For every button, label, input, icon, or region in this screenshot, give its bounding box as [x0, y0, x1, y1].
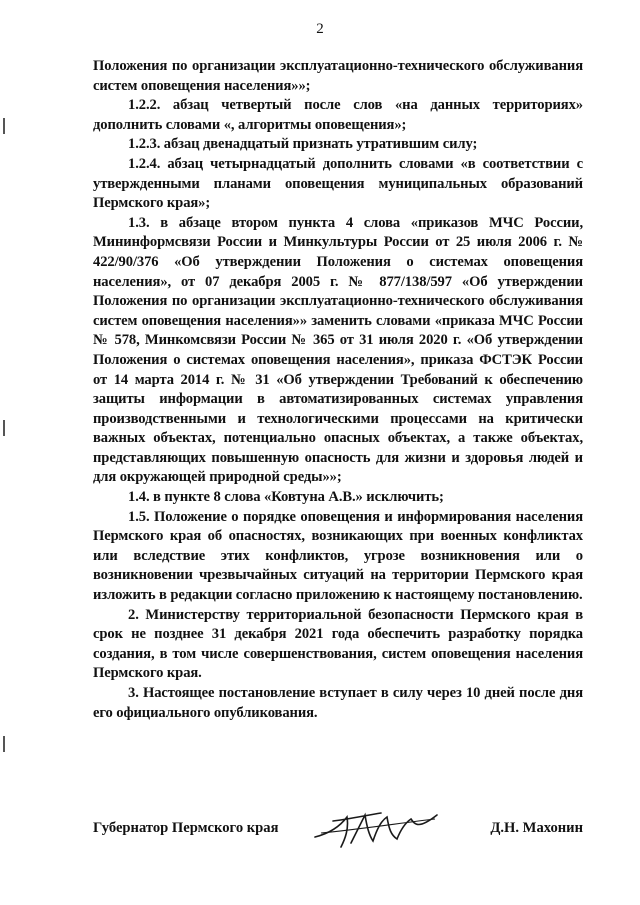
- signer-name: Д.Н. Махонин: [490, 820, 583, 836]
- paragraph-1-5: 1.5. Положение о порядке оповещения и информирования населения Пермского края об опасностях, возникающих при военных конфликтах или вследствие этих конфликтов, угрозе возникновения или о возникновении чрезвычайных ситуаций на территории Пермского края изложить в редакции согласно приложению к настоящему постановлению.: [93, 508, 583, 604]
- signature-block: [93, 813, 583, 853]
- paragraph-1-3: 1.3. в абзаце втором пункта 4 слова «приказов МЧС России, Мининформсвязи России и Минкультуры России от 25 июля 2006 г. № 422/90/376 «Об утверждении Положения о системах оповещения населения», от 07 декабря 2005 г. № 877/138/597 «Об утверждении Положения по организации эксплуатационно-технического обслуживания систем оповещения населения»» заменить словами «приказа МЧС России № 578, Минкомсвязи России № 365 от 31 июля 2020 г. «Об утверждении Положения о системах оповещения населения», приказа ФСТЭК России от 14 марта 2014 г. № 31 «Об утверждении Требований к обеспечению защиты информации в автоматизированных системах управления производственными и технологическими процессами на критически важных объектах, потенциально опасных объектах, а также объектах, представляющих повышенную опасность для жизни и здоровья людей и для окружающей природной среды»»;: [93, 214, 583, 486]
- handwritten-signature: [311, 803, 441, 851]
- paragraph-1-2-3: 1.2.3. абзац двенадцатый признать утратившим силу;: [128, 136, 478, 153]
- paragraph-1-2-4: 1.2.4. абзац четырнадцатый дополнить словами «в соответствии с утвержденными планами оповещения муниципальных образований Пермского края»;: [93, 155, 583, 212]
- paragraph-1-2-2: 1.2.2. абзац четвертый после слов «на данных территориях» дополнить словами «, алгоритмы оповещения»;: [93, 97, 583, 133]
- paragraph-2: 2. Министерству территориальной безопасности Пермского края в срок не позднее 31 декабря 2021 года обеспечить разработку порядка создания, в том числе совершенствования, систем оповещения населения Пермского края.: [93, 606, 583, 682]
- document-body: [93, 57, 583, 723]
- paragraph-3: 3. Настоящее постановление вступает в силу через 10 дней после дня его официального опубликования.: [93, 685, 583, 721]
- page-number: 2: [316, 21, 324, 37]
- signer-title: Губернатор Пермского края: [93, 820, 279, 836]
- paragraph-continuation: Положения по организации эксплуатационно-технического обслуживания систем оповещения населения»»;: [93, 58, 583, 94]
- scan-margin-marks: [0, 0, 8, 905]
- paragraph-1-4: 1.4. в пункте 8 слова «Ковтуна А.В.» исключить;: [128, 489, 444, 506]
